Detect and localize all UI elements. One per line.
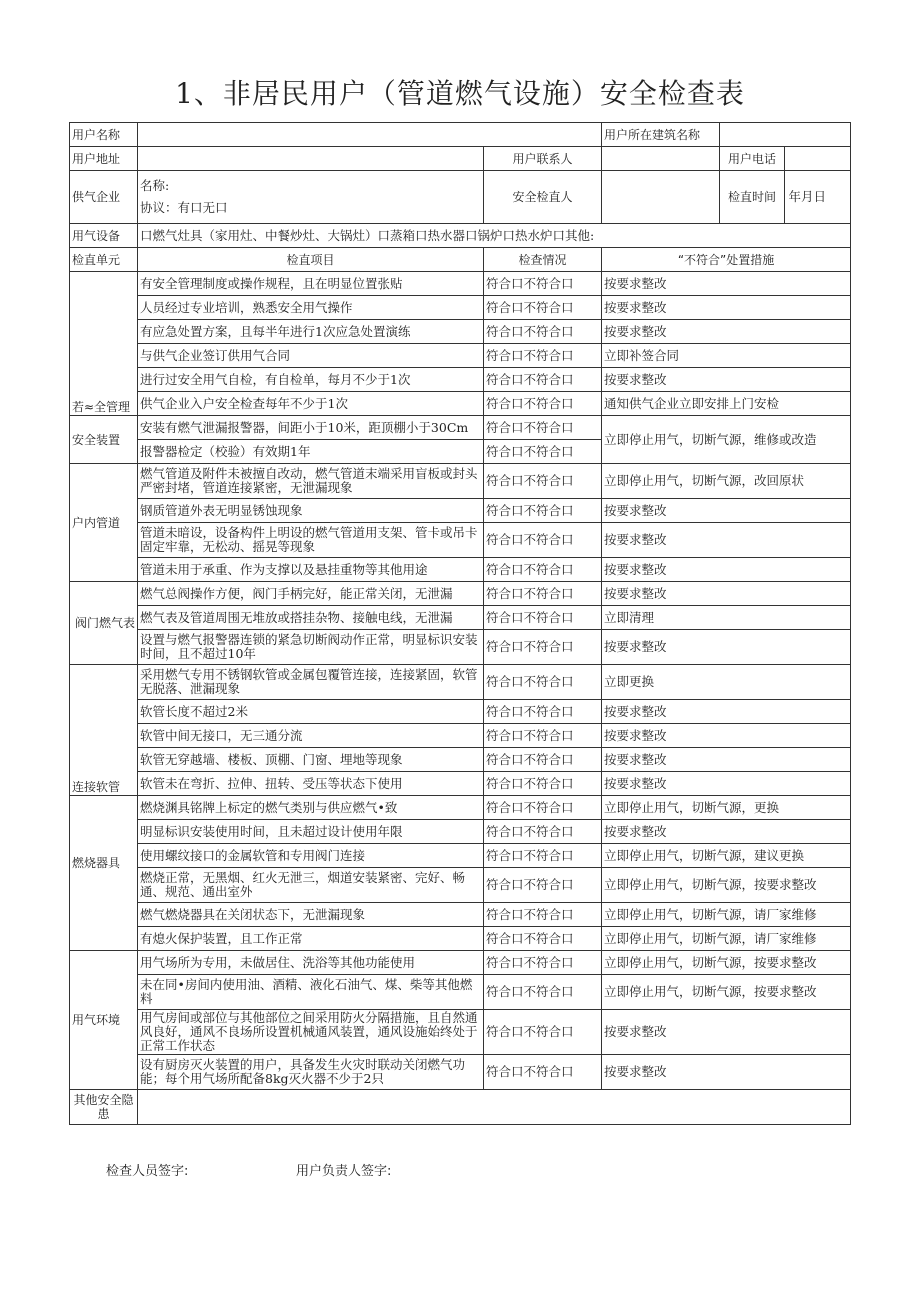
check-item: 软管中间无接口，无三通分流 [138,724,484,748]
building-label: 用户所在建筑名称 [602,123,720,147]
column-measure: “不符合”处置措施 [602,248,851,272]
check-status[interactable]: 符合口不符合口 [484,272,602,296]
phone-field[interactable] [785,147,851,171]
measure-text: 按要求整改 [602,772,851,796]
inspection-table [69,122,851,1125]
measure-text: 按要求整改 [602,630,851,665]
user-name-label: 用户名称 [70,123,138,147]
check-item: 软管长度不超过2米 [138,700,484,724]
check-item: 未在同•房间内使用油、酒精、液化石油气、煤、柴等其他燃料 [138,975,484,1010]
measure-text: 立即停止用气，切断气源，改回原状 [602,464,851,499]
measure-text: 按要求整改 [602,368,851,392]
check-status[interactable]: 符合口不符合口 [484,392,602,416]
check-item: 采用燃气专用不锈钢软管或金属包覆管连接，连接紧固，软管无脱落、泄漏现象 [138,665,484,700]
check-item: 软管未在弯折、拉伸、扭转、受压等状态下使用 [138,772,484,796]
check-item: 进行过安全用气自检，有自检单，每月不少于1次 [138,368,484,392]
inspector-field[interactable] [602,171,720,224]
column-item: 检直项目 [138,248,484,272]
check-status[interactable]: 符合口不符合口 [484,416,602,440]
measure-text: 立即停止用气，切断气源，请厂家维修 [602,927,851,951]
contact-label: 用户联系人 [484,147,602,171]
equipment-options[interactable]: 口燃气灶具（家用灶、中餐炒灶、大锅灶）口蒸箱口热水器口锅炉口热水炉口其他: [138,224,851,248]
check-status[interactable]: 符合口不符合口 [484,796,602,820]
check-status[interactable]: 符合口不符合口 [484,951,602,975]
measure-text: 立即停止用气，切断气源，按要求整改 [602,868,851,903]
check-status[interactable]: 符合口不符合口 [484,344,602,368]
owner-signature-label: 用户负责人签字: [296,1164,392,1179]
equipment-label: 用气设备 [70,224,138,248]
check-item: 燃烧正常，无黑烟、红火无泄三，烟道安装紧密、完好、畅通、规范、通出室外 [138,868,484,903]
check-item: 人员经过专业培训，熟悉安全用气操作 [138,296,484,320]
address-field[interactable] [138,147,484,171]
measure-text: 立即停止用气，切断气源，更换 [602,796,851,820]
address-label: 用户地址 [70,147,138,171]
measure-text: 立即补签合同 [602,344,851,368]
section-unit: 若≈全管理 [70,272,138,416]
check-status[interactable]: 符合口不符合口 [484,582,602,606]
measure-text: 按要求整改 [602,700,851,724]
check-status[interactable]: 符合口不符合口 [484,772,602,796]
measure-text: 按要求整改 [602,272,851,296]
check-status[interactable]: 符合口不符合口 [484,606,602,630]
other-hazards-field[interactable] [138,1090,851,1125]
check-item: 供气企业入户安全检查每年不少于1次 [138,392,484,416]
measure-text: 立即停止用气，切断气源，按要求整改 [602,951,851,975]
measure-text: 立即停止用气，切断气源，建议更换 [602,844,851,868]
check-status[interactable]: 符合口不符合口 [484,630,602,665]
check-item: 有应急处置方案，且每半年进行1次应急处置演练 [138,320,484,344]
inspector-signature-label: 检查人员签字: [106,1164,189,1179]
other-hazards-label: 其他安全隐患 [70,1090,138,1125]
check-status[interactable]: 符合口不符合口 [484,464,602,499]
check-status[interactable]: 符合口不符合口 [484,724,602,748]
section-unit: 连接软管 [70,665,138,796]
check-status[interactable]: 符合口不符合口 [484,665,602,700]
phone-label: 用户电话 [720,147,785,171]
check-item: 与供气企业签订供用气合同 [138,344,484,368]
section-unit: 用气环境 [70,951,138,1090]
measure-text: 按要求整改 [602,558,851,582]
date-field[interactable]: 年月日 [785,171,851,224]
column-unit: 检直单元 [70,248,138,272]
check-status[interactable]: 符合口不符合口 [484,820,602,844]
supplier-label: 供气企业 [70,171,138,224]
check-status[interactable]: 符合口不符合口 [484,844,602,868]
check-item: 燃气总阀操作方便，阀门手柄完好，能正常关闭，无泄漏 [138,582,484,606]
measure-text: 立即更换 [602,665,851,700]
check-item: 软管无穿越墙、楼板、顶棚、门窗、埋地等现象 [138,748,484,772]
check-item: 用气房间或部位与其他部位之间采用防火分隔措施，且自然通风良好，通风不良场所设置机械通风装置，通风设施始终处于正常工作状态 [138,1010,484,1055]
measure-text: 立即停止用气，切断气源，请厂家维修 [602,903,851,927]
measure-text: 通知供气企业立即安排上门安检 [602,392,851,416]
check-status[interactable]: 符合口不符合口 [484,558,602,582]
measure-text: 按要求整改 [602,523,851,558]
check-status[interactable]: 符合口不符合口 [484,903,602,927]
section-unit: 燃烧器具 [70,796,138,951]
measure-text: 按要求整改 [602,499,851,523]
check-status[interactable]: 符合口不符合口 [484,1055,602,1090]
check-status[interactable]: 符合口不符合口 [484,927,602,951]
check-item: 有熄火保护装置，且工作正常 [138,927,484,951]
measure-text: 按要求整改 [602,820,851,844]
measure-text: 按要求整改 [602,724,851,748]
check-item: 燃气表及管道周围无堆放或搭挂杂物、接触电线，无泄漏 [138,606,484,630]
check-item: 管道未用于承重、作为支撑以及悬挂重物等其他用途 [138,558,484,582]
check-item: 燃气管道及附件未被擅自改动，燃气管道末端采用盲板或封头严密封堵，管道连接紧密，无泄漏现象 [138,464,484,499]
measure-text: 立即停止用气，切断气源，按要求整改 [602,975,851,1010]
check-item: 钢质管道外表无明显锈蚀现象 [138,499,484,523]
measure-text: 立即停止用气，切断气源，维修或改造 [602,416,851,464]
check-item: 安装有燃气泄漏报警器，间距小于10米，距顶棚小于30Cm [138,416,484,440]
check-status[interactable]: 符合口不符合口 [484,440,602,464]
check-item: 用气场所为专用，未做居住、洗浴等其他功能使用 [138,951,484,975]
check-item: 设有厨房灭火装置的用户，具备发生火灾时联动关闭燃气功能；每个用气场所配备8kg灭火器不少于2只 [138,1055,484,1090]
check-status[interactable]: 符合口不符合口 [484,868,602,903]
measure-text: 按要求整改 [602,296,851,320]
inspect-time-label: 检直时间 [720,171,785,224]
contact-field[interactable] [602,147,720,171]
supplier-agreement: 协议：有口无口 [140,200,228,215]
supplier-name: 名称: [140,178,170,193]
column-status: 检查情况 [484,248,602,272]
user-name-field[interactable] [138,123,602,147]
check-item: 管道未暗设，设备构件上明设的燃气管道用支架、管卡或吊卡固定牢靠，无松动、摇晃等现象 [138,523,484,558]
check-status[interactable]: 符合口不符合口 [484,1010,602,1055]
measure-text: 按要求整改 [602,1055,851,1090]
check-status[interactable]: 符合口不符合口 [484,296,602,320]
page-title: 1、非居民用户（管道燃气设施）安全检查表 [175,77,745,110]
check-status[interactable]: 符合口不符合口 [484,368,602,392]
check-item: 设置与燃气报警器连锁的紧急切断阀动作正常，明显标识安装时间，且不超过10年 [138,630,484,665]
section-unit: 户内管道 [70,464,138,582]
supplier-cell[interactable] [138,171,484,224]
check-status[interactable]: 符合口不符合口 [484,748,602,772]
measure-text: 按要求整改 [602,320,851,344]
check-status[interactable]: 符合口不符合口 [484,700,602,724]
section-unit: 安全装置 [70,416,138,464]
check-item: 燃烧渊具铭牌上标定的燃气类别与供应燃气•致 [138,796,484,820]
check-status[interactable]: 符合口不符合口 [484,320,602,344]
inspector-label: 安全检直人 [484,171,602,224]
measure-text: 立即清理 [602,606,851,630]
check-item: 燃气燃烧器具在关闭状态下，无泄漏现象 [138,903,484,927]
measure-text: 按要求整改 [602,748,851,772]
check-item: 有安全管理制度或操作规程，且在明显位置张贴 [138,272,484,296]
check-item: 报警器检定（校验）有效期1年 [138,440,484,464]
check-status[interactable]: 符合口不符合口 [484,499,602,523]
building-field[interactable] [720,123,851,147]
check-item: 明显标识安装使用时间，且未超过设计使用年限 [138,820,484,844]
section-unit: 阀门燃气表 [70,582,138,665]
check-item: 使用螺纹接口的金属软管和专用阀门连接 [138,844,484,868]
check-status[interactable]: 符合口不符合口 [484,523,602,558]
measure-text: 按要求整改 [602,582,851,606]
check-status[interactable]: 符合口不符合口 [484,975,602,1010]
measure-text: 按要求整改 [602,1010,851,1055]
